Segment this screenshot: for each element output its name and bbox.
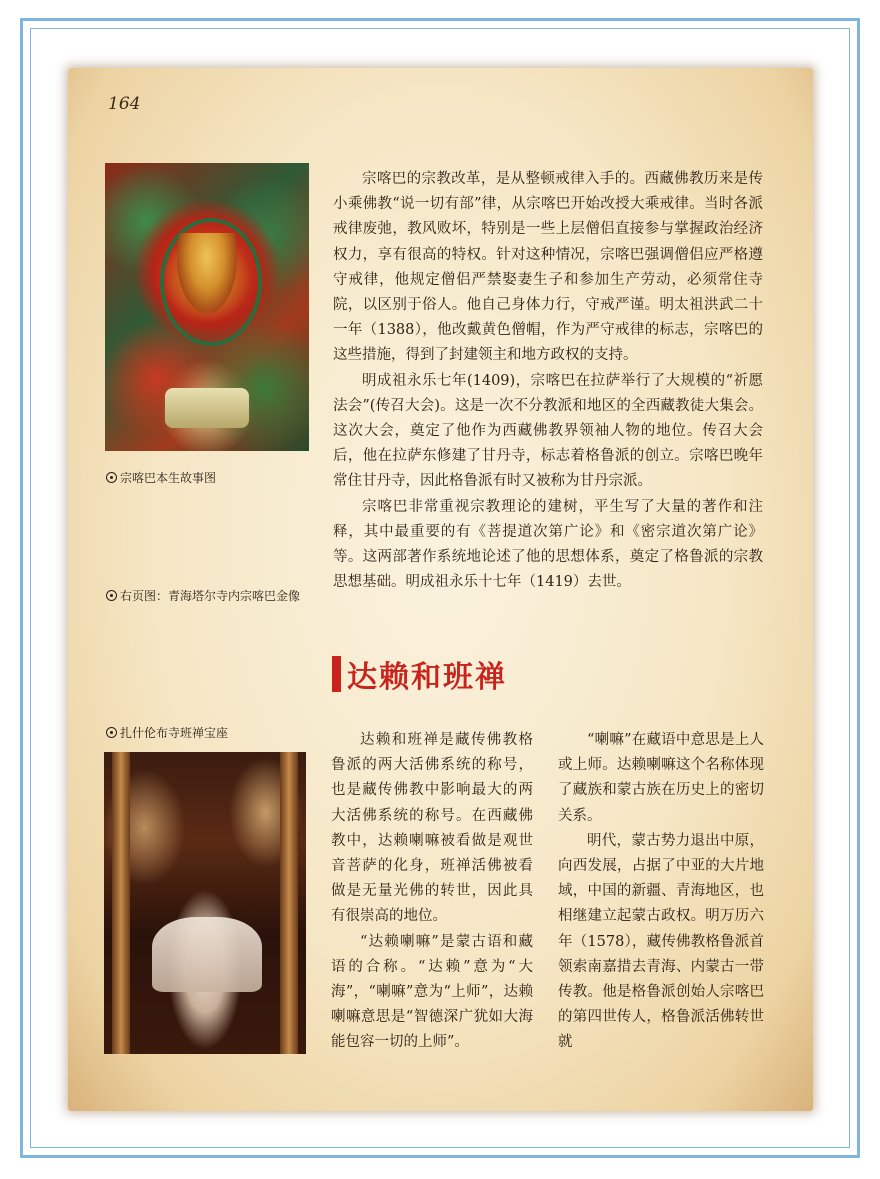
left-text-column [331, 728, 533, 1056]
throne-image [104, 752, 306, 1054]
caption-throne: 扎什伦布寺班禅宝座 [106, 724, 228, 741]
section-heading [332, 652, 507, 696]
thangka-figure [177, 233, 237, 313]
paragraph: 宗喀巴的宗教改革，是从整顿戒律入手的。西藏佛教历来是传小乘佛教“说一切有部”律，从宗喀巴开始改授大乘戒律。当时各派戒律废弛，教风败坏，特别是一些上层僧侣直接参与掌握政治经济权力，享有很高的特权。针对这种情况，宗喀巴强调僧侣应严格遵守戒律，他规定僧侣严禁娶妻生子和参加生产劳动，必须常住寺院，以区别于俗人。他自己身体力行，守戒严谨。明太祖洪武二十一年（1388），他改戴黄色僧帽，作为严守戒律的标志，宗喀巴的这些措施，得到了封建领主和地方政权的支持。 [333, 171, 763, 364]
main-text-column [333, 167, 763, 595]
caption-right-page: 右页图：青海塔尔寺内宗喀巴金像 [106, 587, 300, 604]
page-number: 164 [108, 94, 141, 114]
heading-bar [332, 656, 341, 692]
bullet-circle-icon [106, 727, 117, 738]
thangka-image [105, 163, 309, 451]
paragraph: 宗喀巴非常重视宗教理论的建树，平生写了大量的著作和注释，其中最重要的有《菩提道次第广论》和《密宗道次第广论》等。这两部著作系统地论述了他的思想体系，奠定了格鲁派的宗教思想基础。明成祖永乐十七年（1419）去世。 [333, 498, 763, 591]
paragraph: 达赖和班禅是藏传佛教格鲁派的两大活佛系统的称号，也是藏传佛教中影响最大的两大活佛系统的称号。在西藏佛教中，达赖喇嘛被看做是观世音菩萨的化身，班禅活佛被看做是无量光佛的转世，因此具有很崇高的地位。 [331, 732, 533, 925]
paragraph: 明代，蒙古势力退出中原，向西发展，占据了中亚的大片地域，中国的新疆、青海地区，也相继建立起蒙古政权。明万历六年（1578），藏传佛教格鲁派首领索南嘉措去青海、内蒙古一带传教。他是格鲁派创始人宗喀巴的第四世传人，格鲁派活佛转世就 [558, 832, 764, 1051]
throne-pillar [112, 752, 130, 1054]
bullet-circle-icon [106, 472, 117, 483]
section-title: 达赖和班禅 [347, 660, 507, 695]
paragraph: “达赖喇嘛”是蒙古语和藏语的合称。“达赖”意为“大海”，“喇嘛”意为“上师”，达赖喇嘛意思是“智德深广犹如大海能包容一切的上师”。 [331, 933, 533, 1051]
paragraph: “喇嘛”在藏语中意思是上人或上师。达赖喇嘛这个名称体现了藏族和蒙古族在历史上的密切关系。 [558, 732, 764, 824]
throne-pillar [280, 752, 298, 1054]
throne-drape [152, 917, 262, 992]
thangka-lotus [165, 388, 249, 428]
right-text-column [558, 728, 764, 1056]
paragraph: 明成祖永乐七年(1409)，宗喀巴在拉萨举行了大规模的“祈愿法会”(传召大会)。这是一次不分教派和地区的全西藏教徒大集会。这次大会，奠定了他作为西藏佛教界领袖人物的地位。传召大会后，他在拉萨东修建了甘丹寺，标志着格鲁派的创立。宗喀巴晚年常住甘丹寺，因此格鲁派有时又被称为甘丹宗派。 [333, 372, 763, 490]
caption-thangka: 宗喀巴本生故事图 [106, 469, 216, 486]
bullet-circle-icon [106, 590, 117, 601]
